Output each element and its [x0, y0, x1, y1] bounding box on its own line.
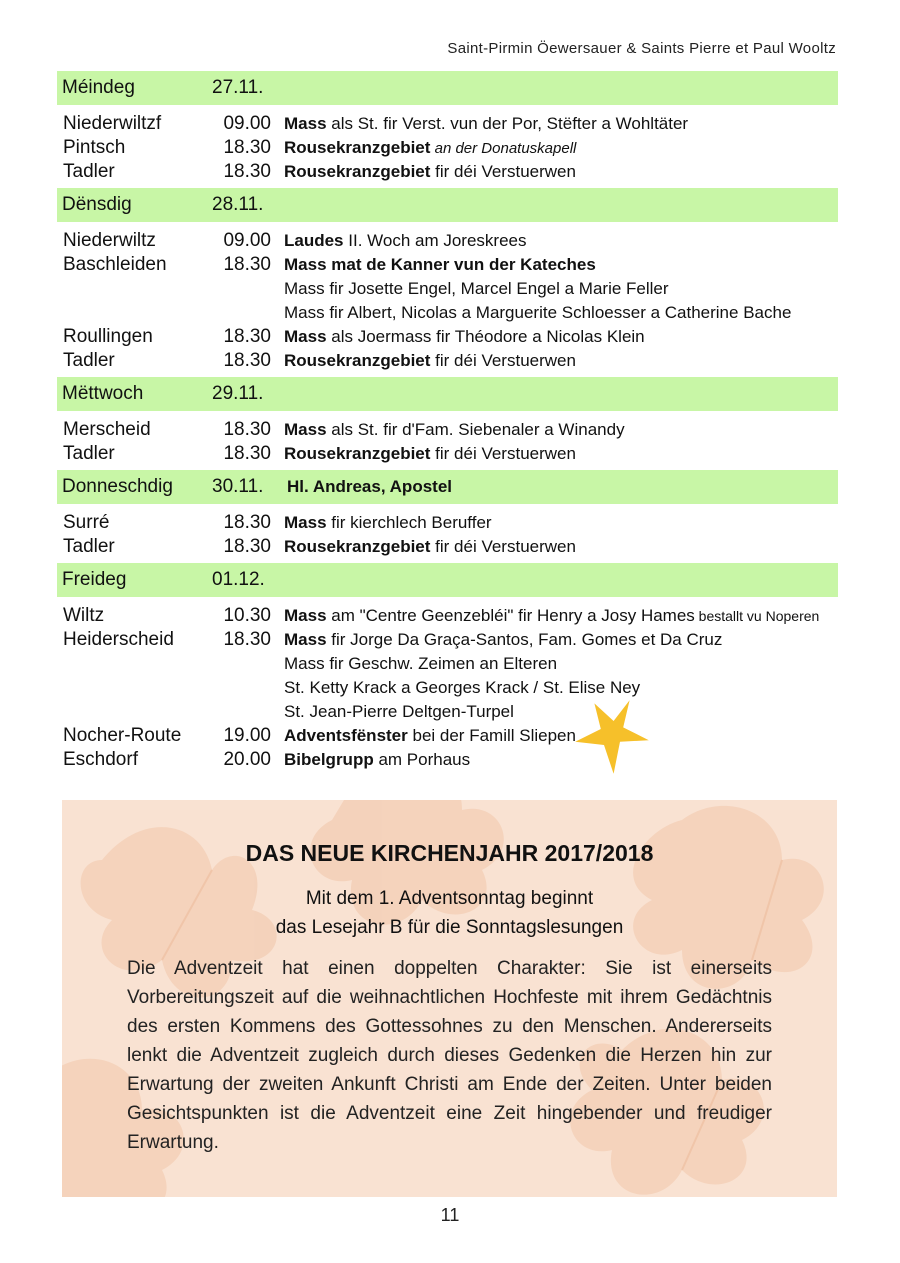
event-detail: bei der Famill Sliepen [407, 726, 576, 745]
event-type: Rousekranzgebiet [284, 537, 431, 556]
mass-time: 18.30 [223, 629, 271, 650]
box-subtitle-line1: Mit dem 1. Adventsonntag beginnt [305, 888, 594, 909]
schedule-row [57, 628, 838, 652]
event-type: Bibelgrupp [284, 750, 374, 769]
mass-time: 18.30 [223, 137, 271, 158]
event-detail: fir déi Verstuerwen [430, 351, 576, 370]
event-detail: Mass fir Josette Engel, Marcel Engel a Marie Feller [284, 279, 669, 298]
place-name: Merscheid [63, 419, 151, 440]
mass-schedule [57, 71, 838, 772]
schedule-row [57, 604, 838, 628]
mass-time: 18.30 [223, 419, 271, 440]
place-name: Tadler [63, 350, 115, 371]
schedule-row [57, 652, 838, 676]
event-description [284, 442, 576, 466]
day-date: 27.11. [212, 77, 264, 98]
event-description [284, 535, 576, 559]
event-description [284, 301, 791, 325]
mass-time: 20.00 [223, 749, 271, 770]
box-subtitle-line2: das Lesejahr B für die Sonntagslesungen [275, 917, 624, 938]
place-name: Roullingen [63, 326, 153, 347]
event-description [284, 700, 514, 724]
event-description [284, 628, 722, 652]
event-description [284, 418, 625, 442]
event-description [284, 253, 596, 277]
event-description [284, 349, 576, 373]
event-detail: fir déi Verstuerwen [430, 162, 576, 181]
event-description [284, 724, 576, 748]
mass-time: 10.30 [223, 605, 271, 626]
event-type: Rousekranzgebiet [284, 162, 431, 181]
event-detail: am Porhaus [373, 750, 471, 769]
event-type: Mass [284, 420, 327, 439]
schedule-row [57, 277, 838, 301]
box-title: DAS NEUE KIRCHENJAHR 2017/2018 [245, 840, 654, 866]
mass-time: 09.00 [223, 230, 271, 251]
event-type: Mass [284, 630, 327, 649]
day-header [57, 377, 838, 411]
event-detail: St. Ketty Krack a Georges Krack / St. Elise Ney [284, 678, 641, 697]
event-detail: fir déi Verstuerwen [430, 537, 576, 556]
schedule-row [57, 112, 838, 136]
day-header [57, 71, 838, 105]
place-name: Niederwiltzf [63, 113, 162, 134]
place-name: Wiltz [63, 605, 105, 626]
mass-time: 19.00 [223, 725, 271, 746]
event-type: Mass mat de Kanner vun der Kateches [284, 255, 596, 274]
place-name: Tadler [63, 161, 115, 182]
page-number: 11 [440, 1205, 460, 1225]
schedule-row [57, 229, 838, 253]
day-date: 01.12. [212, 569, 265, 590]
day-name: Freideg [62, 569, 127, 590]
mass-time: 09.00 [223, 113, 271, 134]
schedule-row [57, 418, 838, 442]
event-note: bestallt vu Noperen [694, 608, 820, 624]
event-detail: am "Centre Geenzebléi" fir Henry a Josy Hames [326, 606, 695, 625]
day-date: 30.11. [212, 476, 264, 497]
schedule-row [57, 511, 838, 535]
event-type: Rousekranzgebiet [284, 137, 431, 157]
day-name: Donneschdig [62, 476, 173, 497]
star-icon [572, 697, 652, 777]
day-header [57, 563, 838, 597]
event-type: Mass [284, 114, 327, 133]
event-detail: Mass fir Albert, Nicolas a Marguerite Schloesser a Catherine Bache [284, 303, 792, 322]
schedule-row [57, 160, 838, 184]
event-description [284, 604, 819, 628]
event-detail: St. Jean-Pierre Deltgen-Turpel [284, 702, 514, 721]
event-description [284, 652, 557, 676]
event-type: Mass [284, 513, 327, 532]
place-name: Heiderscheid [63, 629, 174, 650]
event-description [284, 325, 645, 349]
mass-time: 18.30 [223, 443, 271, 464]
event-type: Adventsfënster [284, 726, 408, 745]
day-header [57, 188, 838, 222]
event-detail: Mass fir Geschw. Zeimen an Elteren [284, 654, 558, 673]
church-year-box [62, 800, 837, 1197]
event-description [284, 511, 492, 535]
event-detail: fir déi Verstuerwen [430, 444, 576, 463]
event-detail: II. Woch am Joreskrees [343, 231, 527, 250]
place-name: Tadler [63, 536, 115, 557]
mass-time: 18.30 [223, 326, 271, 347]
day-date: 29.11. [212, 383, 264, 404]
mass-time: 18.30 [223, 536, 271, 557]
schedule-row [57, 442, 838, 466]
day-feast: Hl. Andreas, Apostel [287, 477, 452, 496]
event-type: Mass [284, 327, 327, 346]
mass-time: 18.30 [223, 350, 271, 371]
page-header: Saint-Pirmin Öewersauer & Saints Pierre et Paul Wooltz [447, 40, 836, 57]
mass-time: 18.30 [223, 254, 271, 275]
schedule-row [57, 535, 838, 559]
event-detail: als St. fir Verst. vun der Por, Stëfter a Wohltäter [326, 114, 689, 133]
schedule-row [57, 253, 838, 277]
mass-time: 18.30 [223, 161, 271, 182]
place-name: Eschdorf [63, 749, 138, 770]
event-type: Rousekranzgebiet [284, 351, 431, 370]
event-type: Rousekranzgebiet [284, 444, 431, 463]
event-description [284, 112, 688, 136]
schedule-row [57, 748, 838, 772]
event-detail: fir kierchlech Beruffer [326, 513, 492, 532]
event-description [284, 136, 576, 161]
schedule-row [57, 136, 838, 160]
place-name: Tadler [63, 443, 115, 464]
day-date: 28.11. [212, 194, 264, 215]
event-type: Mass [284, 606, 327, 625]
event-detail: fir Jorge Da Graça-Santos, Fam. Gomes et Da Cruz [326, 630, 723, 649]
place-name: Pintsch [63, 137, 126, 158]
place-name: Baschleiden [63, 254, 167, 275]
box-body-text: Die Adventzeit hat einen doppelten Charakter: Sie ist einerseits Vorbereitungszeit auf die weihnachtlichen Hochfeste mit ihrem Gedächtnis des ersten Kommens des Gottessohnes zu den Menschen. Andererseits lenkt die Adventzeit zugleich durch dieses Gedenken die Herzen hin zur Erwartung der zweiten Ankunft Christi am Ende der Zeiten. Unter beiden Gesichtspunkten ist die Adventzeit eine Zeit hingebender und freudiger Erwartung. [127, 958, 772, 1153]
schedule-row [57, 676, 838, 700]
event-description [284, 160, 576, 184]
event-location-note: an der Donatuskapell [430, 139, 577, 157]
place-name: Surré [63, 512, 110, 533]
event-type: Laudes [284, 231, 344, 250]
day-name: Dënsdig [62, 194, 132, 215]
event-detail: als Joermass fir Théodore a Nicolas Klein [326, 327, 645, 346]
place-name: Niederwiltz [63, 230, 156, 251]
event-description [284, 748, 470, 772]
event-description [284, 277, 669, 301]
event-description [284, 229, 527, 253]
event-detail: als St. fir d'Fam. Siebenaler a Winandy [326, 420, 625, 439]
place-name: Nocher-Route [63, 725, 182, 746]
schedule-row [57, 325, 838, 349]
day-header [57, 470, 838, 504]
mass-time: 18.30 [223, 512, 271, 533]
schedule-row [57, 301, 838, 325]
schedule-row [57, 349, 838, 373]
day-name: Méindeg [62, 77, 135, 98]
schedule-row [57, 724, 838, 748]
schedule-row [57, 700, 838, 724]
day-name: Mëttwoch [62, 383, 144, 404]
